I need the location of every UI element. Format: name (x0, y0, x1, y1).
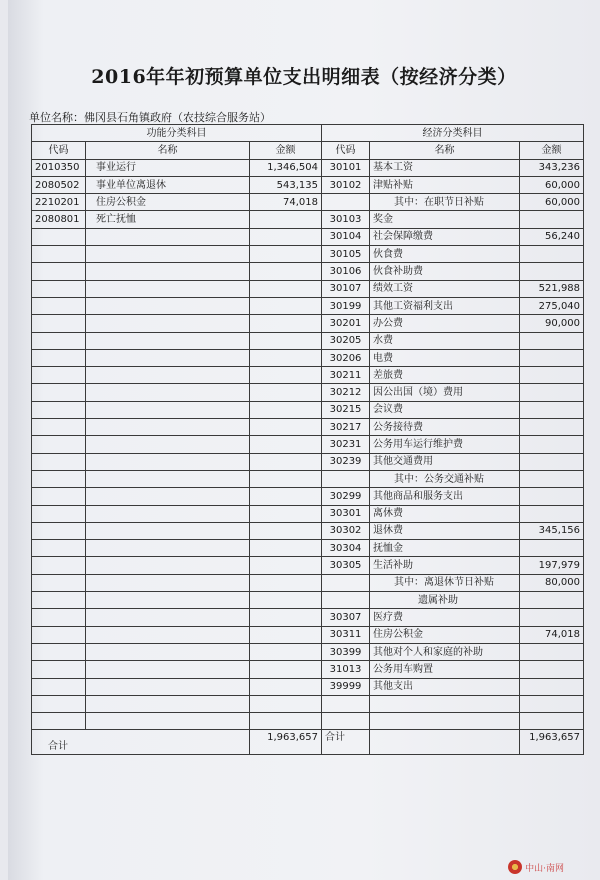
func-code-cell (32, 332, 86, 349)
func-code-cell (32, 263, 86, 280)
table-row (32, 574, 584, 591)
econ-amount-cell (520, 505, 584, 522)
page-title: 2016年年初预算单位支出明细表（按经济分类） (91, 66, 517, 88)
econ-amount-cell (520, 453, 584, 470)
func-code-cell (32, 557, 86, 574)
econ-total-amount: 1,963,657 (520, 730, 584, 755)
func-amount-cell (250, 557, 322, 574)
econ-name-cell: 差旅费 (370, 367, 520, 384)
table-row (32, 488, 584, 505)
func-name-cell (86, 626, 250, 643)
func-amount-cell (250, 643, 322, 660)
econ-name-cell: 基本工资 (370, 159, 520, 176)
econ-code-cell (322, 194, 370, 211)
econ-code-cell: 30217 (322, 419, 370, 436)
func-code-cell (32, 349, 86, 366)
func-amount-cell (250, 661, 322, 678)
econ-name-cell: 其他工资福利支出 (370, 297, 520, 314)
econ-amount-cell (520, 419, 584, 436)
econ-name-cell: 绩效工资 (370, 280, 520, 297)
econ-name-cell: 医疗费 (370, 609, 520, 626)
func-code-cell (32, 678, 86, 695)
table-row (32, 592, 584, 609)
unit-label: 单位名称：佛冈县石角镇政府（农技综合服务站） (29, 111, 271, 124)
func-name-cell (86, 367, 250, 384)
table-row (32, 176, 584, 193)
econ-name-cell: 奖金 (370, 211, 520, 228)
table-row (32, 263, 584, 280)
econ-amount-cell (520, 488, 584, 505)
func-amount-cell (250, 263, 322, 280)
table-row (32, 557, 584, 574)
table-row (32, 626, 584, 643)
func-name-cell (86, 522, 250, 539)
econ-code-cell: 30206 (322, 349, 370, 366)
econ-total-label: 合计 (322, 730, 370, 755)
func-name-cell (86, 419, 250, 436)
func-amount-header: 金额 (250, 142, 322, 159)
econ-name-cell: 伙食补助费 (370, 263, 520, 280)
func-code-cell (32, 436, 86, 453)
table-row (32, 246, 584, 263)
econ-code-cell: 30301 (322, 505, 370, 522)
func-amount-cell (250, 488, 322, 505)
econ-name-header: 名称 (370, 142, 520, 159)
func-name-header: 名称 (86, 142, 250, 159)
econ-code-cell: 30304 (322, 540, 370, 557)
econ-name-cell: 其中：离退休节日补贴 (370, 574, 520, 591)
econ-amount-cell (520, 349, 584, 366)
econ-code-cell: 30201 (322, 315, 370, 332)
func-name-cell (86, 436, 250, 453)
func-amount-cell (250, 384, 322, 401)
func-code-cell (32, 540, 86, 557)
econ-name-cell: 公务用车运行维护费 (370, 436, 520, 453)
func-amount-cell (250, 297, 322, 314)
func-amount-cell: 74,018 (250, 194, 322, 211)
econ-amount-cell (520, 401, 584, 418)
table-row (32, 470, 584, 487)
econ-code-cell: 30103 (322, 211, 370, 228)
table-row (32, 211, 584, 228)
func-amount-cell (250, 678, 322, 695)
econ-name-cell: 退休费 (370, 522, 520, 539)
econ-code-cell: 39999 (322, 678, 370, 695)
func-name-cell (86, 401, 250, 418)
table-row (32, 315, 584, 332)
func-name-cell (86, 453, 250, 470)
func-name-cell (86, 488, 250, 505)
table-row (32, 297, 584, 314)
func-name-cell (86, 557, 250, 574)
func-name-cell (86, 280, 250, 297)
econ-amount-cell: 345,156 (520, 522, 584, 539)
func-name-cell (86, 713, 250, 730)
func-amount-cell (250, 592, 322, 609)
func-amount-cell (250, 609, 322, 626)
func-code-cell (32, 488, 86, 505)
econ-code-cell (322, 592, 370, 609)
econ-code-cell: 30205 (322, 332, 370, 349)
func-amount-cell (250, 453, 322, 470)
table-row (32, 419, 584, 436)
econ-amount-cell (520, 592, 584, 609)
econ-amount-cell: 80,000 (520, 574, 584, 591)
econ-amount-cell (520, 470, 584, 487)
econ-amount-cell: 197,979 (520, 557, 584, 574)
econ-code-cell (322, 574, 370, 591)
func-total-amount: 1,963,657 (250, 730, 322, 755)
document-sheet (8, 0, 600, 880)
func-code-cell (32, 384, 86, 401)
seal-icon (508, 860, 522, 874)
func-code-cell (32, 626, 86, 643)
func-name-cell (86, 246, 250, 263)
func-amount-cell (250, 470, 322, 487)
econ-code-cell: 30302 (322, 522, 370, 539)
func-code-cell (32, 643, 86, 660)
func-amount-cell (250, 713, 322, 730)
econ-group-header: 经济分类科目 (322, 125, 584, 142)
econ-name-cell: 住房公积金 (370, 626, 520, 643)
func-code-cell (32, 315, 86, 332)
func-code-cell: 2210201 (32, 194, 86, 211)
table-row (32, 661, 584, 678)
econ-code-cell: 30311 (322, 626, 370, 643)
econ-name-cell: 水费 (370, 332, 520, 349)
func-name-cell: 住房公积金 (86, 194, 250, 211)
econ-amount-cell (520, 643, 584, 660)
econ-name-cell (370, 713, 520, 730)
table-row (32, 453, 584, 470)
func-group-header: 功能分类科目 (32, 125, 322, 142)
econ-name-cell: 因公出国（境）费用 (370, 384, 520, 401)
func-name-cell (86, 661, 250, 678)
func-amount-cell: 1,346,504 (250, 159, 322, 176)
func-amount-cell (250, 332, 322, 349)
func-code-cell (32, 609, 86, 626)
table-row (32, 332, 584, 349)
table-row (32, 522, 584, 539)
econ-amount-cell: 343,236 (520, 159, 584, 176)
econ-amount-cell: 90,000 (520, 315, 584, 332)
econ-code-cell: 30307 (322, 609, 370, 626)
econ-code-cell: 30212 (322, 384, 370, 401)
func-name-cell (86, 695, 250, 712)
column-header-row (32, 142, 584, 159)
func-code-cell (32, 453, 86, 470)
econ-name-cell: 其中：在职节日补贴 (370, 194, 520, 211)
econ-code-cell: 30107 (322, 280, 370, 297)
func-code-cell (32, 470, 86, 487)
econ-name-cell: 津贴补贴 (370, 176, 520, 193)
econ-code-cell: 30101 (322, 159, 370, 176)
econ-name-cell: 公务用车购置 (370, 661, 520, 678)
func-name-cell (86, 349, 250, 366)
func-amount-cell (250, 540, 322, 557)
func-amount-cell (250, 522, 322, 539)
func-name-cell (86, 263, 250, 280)
econ-code-cell (322, 470, 370, 487)
econ-name-cell: 生活补助 (370, 557, 520, 574)
econ-amount-cell (520, 246, 584, 263)
func-amount-cell (250, 228, 322, 245)
func-name-cell (86, 228, 250, 245)
econ-code-cell: 30299 (322, 488, 370, 505)
func-name-cell (86, 609, 250, 626)
table-row (32, 643, 584, 660)
table-row (32, 384, 584, 401)
econ-code-cell: 30239 (322, 453, 370, 470)
econ-code-cell: 30231 (322, 436, 370, 453)
func-amount-cell (250, 419, 322, 436)
func-code-cell (32, 401, 86, 418)
func-name-cell: 事业运行 (86, 159, 250, 176)
econ-amount-cell: 521,988 (520, 280, 584, 297)
table-row (32, 159, 584, 176)
econ-amount-cell: 74,018 (520, 626, 584, 643)
func-code-cell (32, 228, 86, 245)
func-amount-cell (250, 436, 322, 453)
func-code-cell (32, 505, 86, 522)
func-code-cell (32, 246, 86, 263)
table-row (32, 194, 584, 211)
group-header-row (32, 125, 584, 142)
func-code-cell: 2010350 (32, 159, 86, 176)
econ-amount-cell (520, 211, 584, 228)
econ-name-cell: 其他交通费用 (370, 453, 520, 470)
econ-amount-cell (520, 713, 584, 730)
econ-amount-cell (520, 661, 584, 678)
econ-amount-cell (520, 540, 584, 557)
econ-code-cell: 30105 (322, 246, 370, 263)
econ-code-cell: 30104 (322, 228, 370, 245)
func-amount-cell (250, 695, 322, 712)
econ-name-cell: 其中：公务交通补贴 (370, 470, 520, 487)
func-amount-cell: 543,135 (250, 176, 322, 193)
econ-amount-cell (520, 436, 584, 453)
table-row (32, 280, 584, 297)
econ-amount-cell (520, 609, 584, 626)
econ-amount-cell: 60,000 (520, 194, 584, 211)
econ-code-cell: 30215 (322, 401, 370, 418)
econ-code-cell (322, 713, 370, 730)
econ-amount-cell (520, 384, 584, 401)
econ-amount-header: 金额 (520, 142, 584, 159)
func-code-cell (32, 297, 86, 314)
econ-name-cell: 伙食费 (370, 246, 520, 263)
func-name-cell (86, 297, 250, 314)
func-code-cell (32, 695, 86, 712)
func-code-cell (32, 522, 86, 539)
func-name-cell (86, 505, 250, 522)
econ-name-cell (370, 695, 520, 712)
func-amount-cell (250, 367, 322, 384)
func-name-cell (86, 332, 250, 349)
econ-amount-cell (520, 695, 584, 712)
econ-amount-cell: 60,000 (520, 176, 584, 193)
func-amount-cell (250, 211, 322, 228)
func-code-cell (32, 574, 86, 591)
econ-code-cell: 30305 (322, 557, 370, 574)
totals-row (32, 730, 584, 755)
func-name-cell (86, 643, 250, 660)
func-code-cell (32, 713, 86, 730)
func-code-cell: 2080801 (32, 211, 86, 228)
econ-amount-cell (520, 367, 584, 384)
econ-code-cell: 30211 (322, 367, 370, 384)
econ-total-blank (370, 730, 520, 755)
econ-code-cell: 30199 (322, 297, 370, 314)
table-row (32, 367, 584, 384)
econ-code-cell (322, 695, 370, 712)
func-code-cell (32, 280, 86, 297)
func-code-cell (32, 367, 86, 384)
func-name-cell (86, 678, 250, 695)
func-name-cell (86, 592, 250, 609)
watermark-text: 中山·南网 (525, 863, 564, 874)
func-amount-cell (250, 280, 322, 297)
func-code-cell (32, 419, 86, 436)
table-row (32, 349, 584, 366)
econ-code-header: 代码 (322, 142, 370, 159)
econ-name-cell: 其他支出 (370, 678, 520, 695)
func-amount-cell (250, 401, 322, 418)
econ-name-cell: 公务接待费 (370, 419, 520, 436)
econ-name-cell: 其他商品和服务支出 (370, 488, 520, 505)
func-name-cell (86, 470, 250, 487)
econ-amount-cell (520, 263, 584, 280)
func-amount-cell (250, 505, 322, 522)
func-name-cell (86, 384, 250, 401)
econ-amount-cell (520, 332, 584, 349)
func-name-cell: 死亡抚恤 (86, 211, 250, 228)
table-row (32, 228, 584, 245)
econ-code-cell: 30102 (322, 176, 370, 193)
econ-code-cell: 30399 (322, 643, 370, 660)
econ-name-cell: 其他对个人和家庭的补助 (370, 643, 520, 660)
econ-code-cell: 30106 (322, 263, 370, 280)
table-row (32, 713, 584, 730)
func-amount-cell (250, 349, 322, 366)
func-name-cell (86, 540, 250, 557)
table-row (32, 678, 584, 695)
func-code-header: 代码 (32, 142, 86, 159)
econ-name-cell: 离休费 (370, 505, 520, 522)
table-row (32, 540, 584, 557)
func-code-cell (32, 592, 86, 609)
func-amount-cell (250, 315, 322, 332)
econ-name-cell: 电费 (370, 349, 520, 366)
table-row (32, 695, 584, 712)
func-code-cell (32, 661, 86, 678)
func-total-label: 合计 (32, 730, 250, 755)
expenditure-table (31, 124, 584, 755)
func-amount-cell (250, 626, 322, 643)
table-row (32, 609, 584, 626)
econ-code-cell: 31013 (322, 661, 370, 678)
func-amount-cell (250, 246, 322, 263)
func-name-cell (86, 574, 250, 591)
watermark (508, 860, 564, 874)
econ-amount-cell (520, 678, 584, 695)
table-row (32, 505, 584, 522)
func-code-cell: 2080502 (32, 176, 86, 193)
econ-name-cell: 社会保障缴费 (370, 228, 520, 245)
econ-name-cell: 抚恤金 (370, 540, 520, 557)
func-amount-cell (250, 574, 322, 591)
econ-amount-cell: 275,040 (520, 297, 584, 314)
table-row (32, 436, 584, 453)
econ-name-cell: 办公费 (370, 315, 520, 332)
table-row (32, 401, 584, 418)
econ-amount-cell: 56,240 (520, 228, 584, 245)
econ-name-cell: 会议费 (370, 401, 520, 418)
func-name-cell (86, 315, 250, 332)
econ-name-cell: 遗属补助 (370, 592, 520, 609)
func-name-cell: 事业单位离退休 (86, 176, 250, 193)
